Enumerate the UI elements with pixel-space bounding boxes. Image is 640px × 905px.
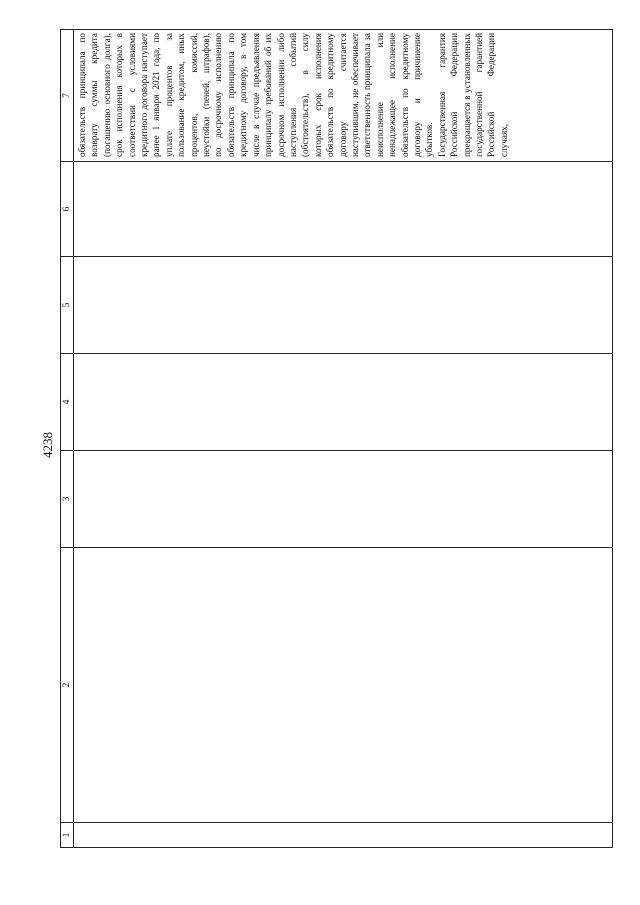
cell-col-6 <box>74 162 613 257</box>
column-header-4: 4 <box>61 354 74 451</box>
rotated-table-wrapper <box>60 30 612 848</box>
column-header-3: 3 <box>61 451 74 548</box>
page-number: 4238 <box>40 432 55 458</box>
guarantee-termination-paragraph: Государственная гарантия Российской Федерации прекращается в установленных государственной гарантией Российской Федерации случаях, <box>436 33 509 157</box>
column-header-6: 6 <box>61 162 74 257</box>
cell-col-1 <box>74 823 613 848</box>
cell-col-5 <box>74 257 613 354</box>
guarantee-conditions-paragraph: обязательств принципала по возврату суммы кредита (погашению основного долга), срок исполнения которых в соответствии с условиями кредитного договора наступает ранее 1 января 2021 года, по уплате процентов за пользование кредитом, иных процентов, комиссий, неустойки (пеней, штрафов), по досрочному исполнению обязательств принципала по кредитному договору, в том числе в случае предъявления принципалу требований об их досрочном исполнении либо наступления событий (обстоятельств), в силу которых срок исполнения обязательств по кредитному договору считается наступившим, не обеспечивает ответственность принципала за неисполнение или ненадлежащее исполнение обязательств по кредитному договору и причинение убытков. <box>77 33 435 157</box>
column-header-7: 7 <box>61 30 74 162</box>
column-header-5: 5 <box>61 257 74 354</box>
table-header-row <box>61 30 74 848</box>
cell-col-4 <box>74 354 613 451</box>
column-header-2: 2 <box>61 548 74 823</box>
column-7-text <box>74 30 510 161</box>
document-table <box>60 29 613 848</box>
cell-col-7 <box>74 30 613 162</box>
table-body-row <box>74 30 613 848</box>
cell-col-2 <box>74 548 613 823</box>
column-header-1: 1 <box>61 823 74 848</box>
cell-col-3 <box>74 451 613 548</box>
